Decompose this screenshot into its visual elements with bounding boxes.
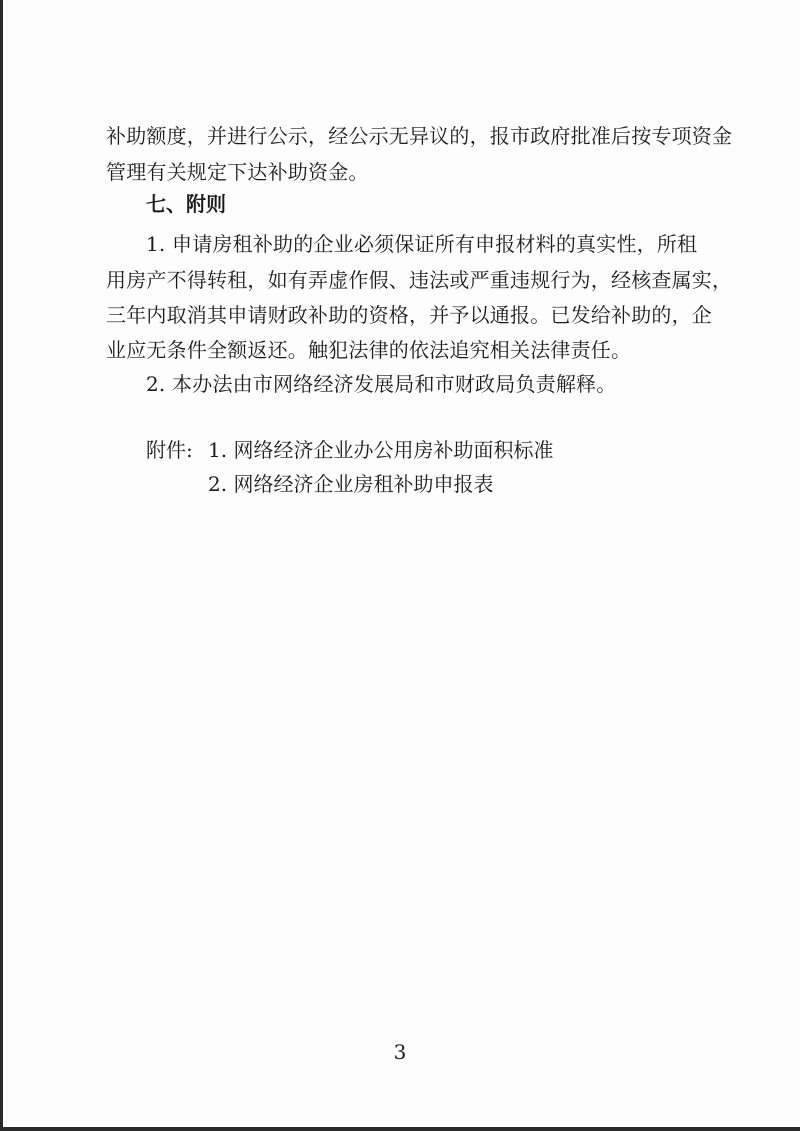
body-text-line: 三年内取消其申请财政补助的资格，并予以通报。已发给补助的，企 [106,303,712,327]
attachment-item: 2. 网络经济企业房租补助申报表 [208,472,494,496]
body-text-line: 管理有关规定下达补助资金。 [106,160,369,184]
scan-edge-left [0,0,3,1131]
scan-edge-bottom [0,1127,800,1131]
body-text-line: 1. 申请房租补助的企业必须保证所有申报材料的真实性，所租 [146,232,698,256]
body-text-line: 补助额度，并进行公示，经公示无异议的，报市政府批准后按专项资金 [106,124,733,148]
body-text-line: 业应无条件全额返还。触犯法律的依法追究相关法律责任。 [106,338,632,362]
body-text-line: 2. 本办法由市网络经济发展局和市财政局负责解释。 [146,372,617,396]
body-text-line: 用房产不得转租，如有弄虚作假、违法或严重违规行为，经核查属实， [106,268,733,292]
attachment-item: 1. 网络经济企业办公用房补助面积标准 [208,438,554,462]
attachments-label: 附件: [146,438,193,462]
page-number: 3 [393,1040,407,1064]
section-heading: 七、附则 [146,192,226,216]
